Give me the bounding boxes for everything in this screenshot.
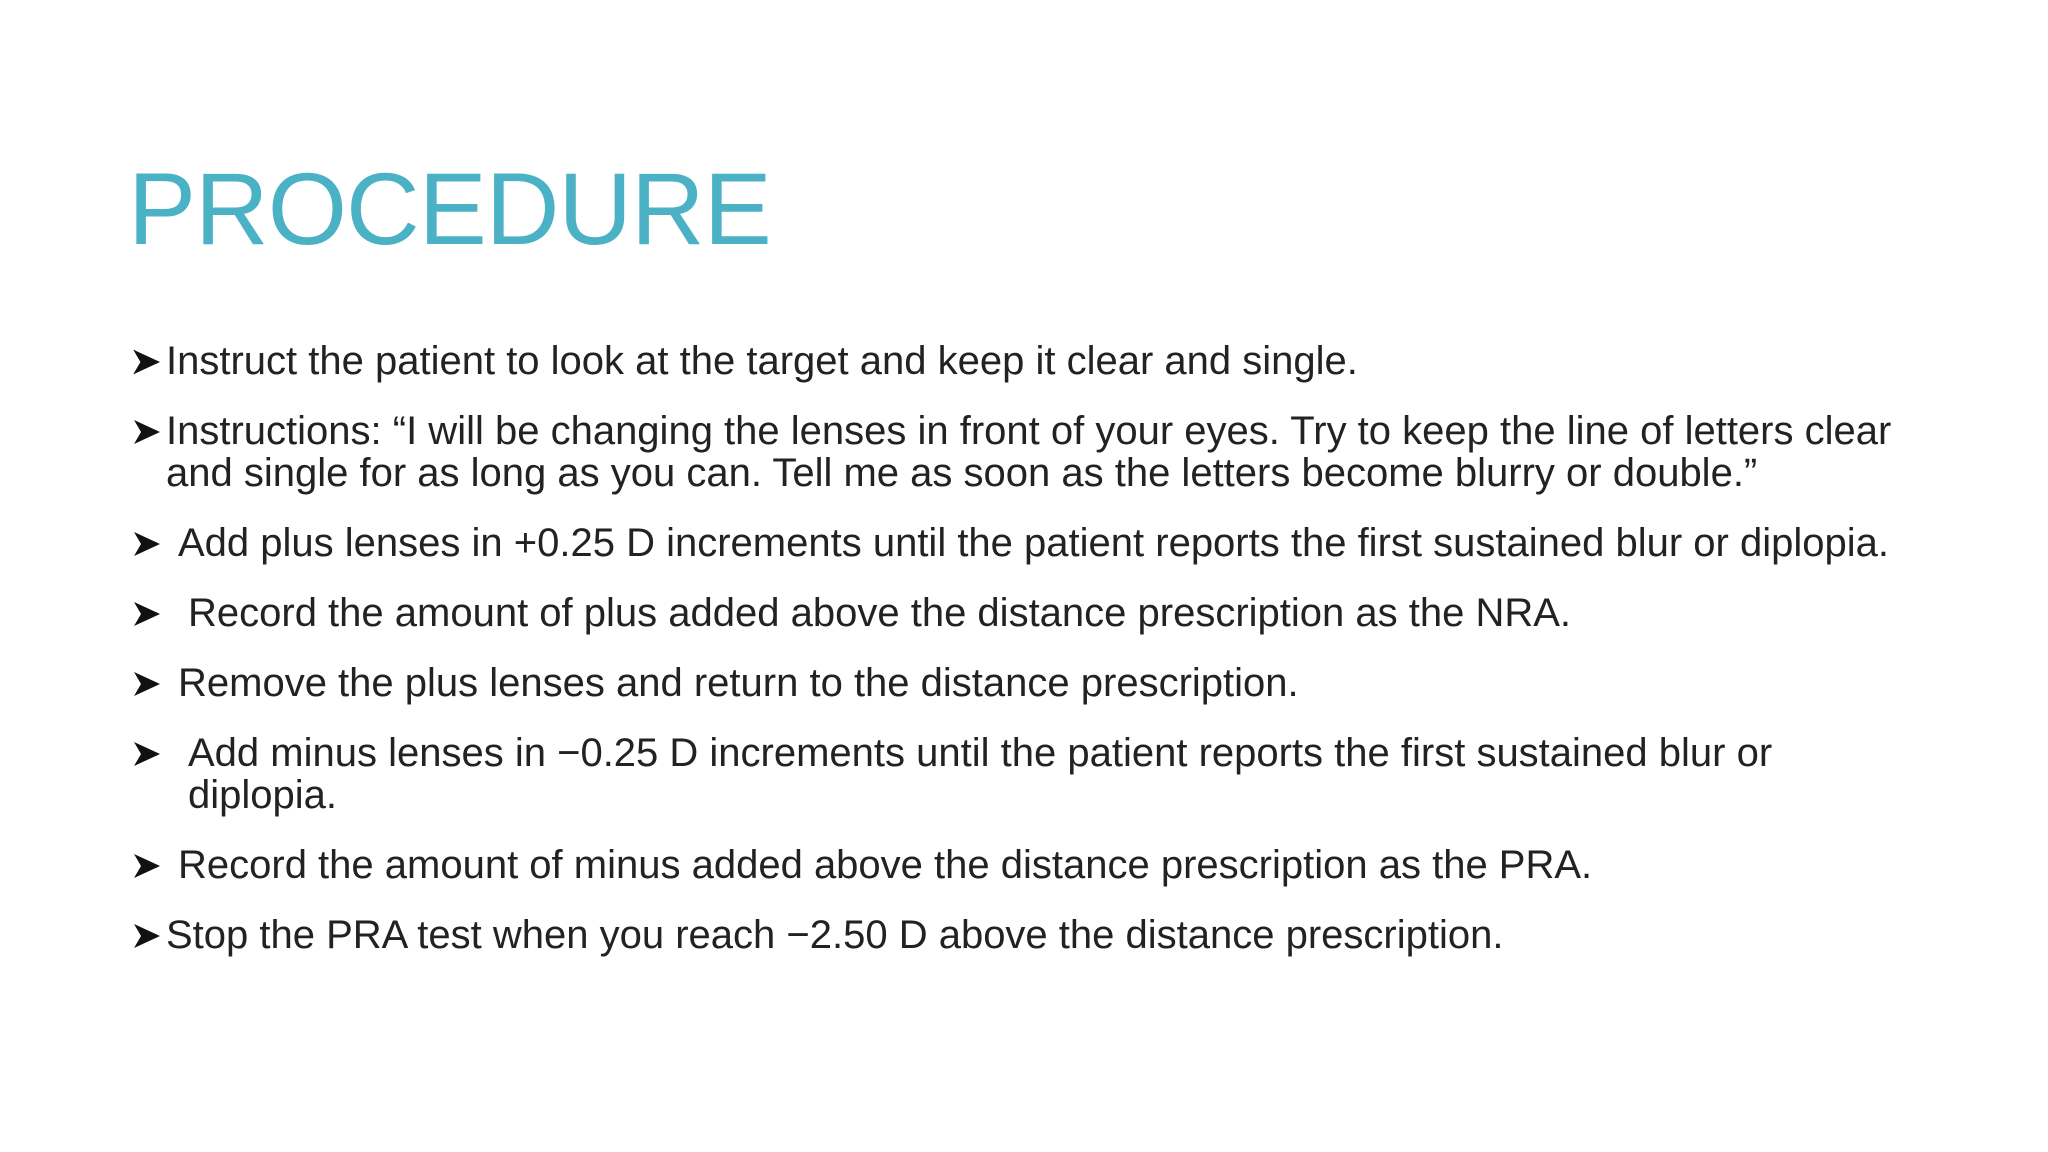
slide-title: PROCEDURE	[128, 152, 771, 266]
bullet-text: Record the amount of plus added above the distance prescription as the NRA.	[188, 591, 1572, 635]
bullet-text: Stop the PRA test when you reach −2.50 D above the distance prescription.	[166, 913, 1504, 957]
arrowhead-bullet-icon	[132, 851, 162, 881]
bullet-item	[132, 732, 1932, 816]
bullet-text: Instructions: “I will be changing the lenses in front of your eyes. Try to keep the line of letters clear and single for as long as you can. Tell me as soon as the letters become blurry or double.”	[166, 409, 1892, 495]
bullet-item	[132, 592, 1932, 634]
arrowhead-bullet-icon	[132, 529, 162, 559]
bullet-text: Record the amount of minus added above the distance prescription as the PRA.	[178, 843, 1593, 887]
arrowhead-bullet-icon	[132, 599, 162, 629]
arrowhead-bullet-icon	[132, 669, 162, 699]
arrowhead-bullet-icon	[132, 417, 162, 447]
bullet-item	[132, 340, 1932, 382]
bullet-item	[132, 662, 1932, 704]
bullet-item	[132, 844, 1932, 886]
arrowhead-bullet-icon	[132, 921, 162, 951]
bullet-item	[132, 410, 1932, 494]
arrowhead-bullet-icon	[132, 739, 162, 769]
bullet-item	[132, 914, 1932, 956]
bullet-text: Instruct the patient to look at the target and keep it clear and single.	[166, 339, 1358, 383]
bullet-item	[132, 522, 1932, 564]
bullet-text: Remove the plus lenses and return to the distance prescription.	[178, 661, 1299, 705]
bullet-list	[132, 340, 1932, 984]
bullet-text: Add plus lenses in +0.25 D increments until the patient reports the first sustained blur or diplopia.	[178, 521, 1889, 565]
bullet-text: Add minus lenses in −0.25 D increments until the patient reports the first sustained blur or diplopia.	[188, 731, 1773, 817]
arrowhead-bullet-icon	[132, 347, 162, 377]
